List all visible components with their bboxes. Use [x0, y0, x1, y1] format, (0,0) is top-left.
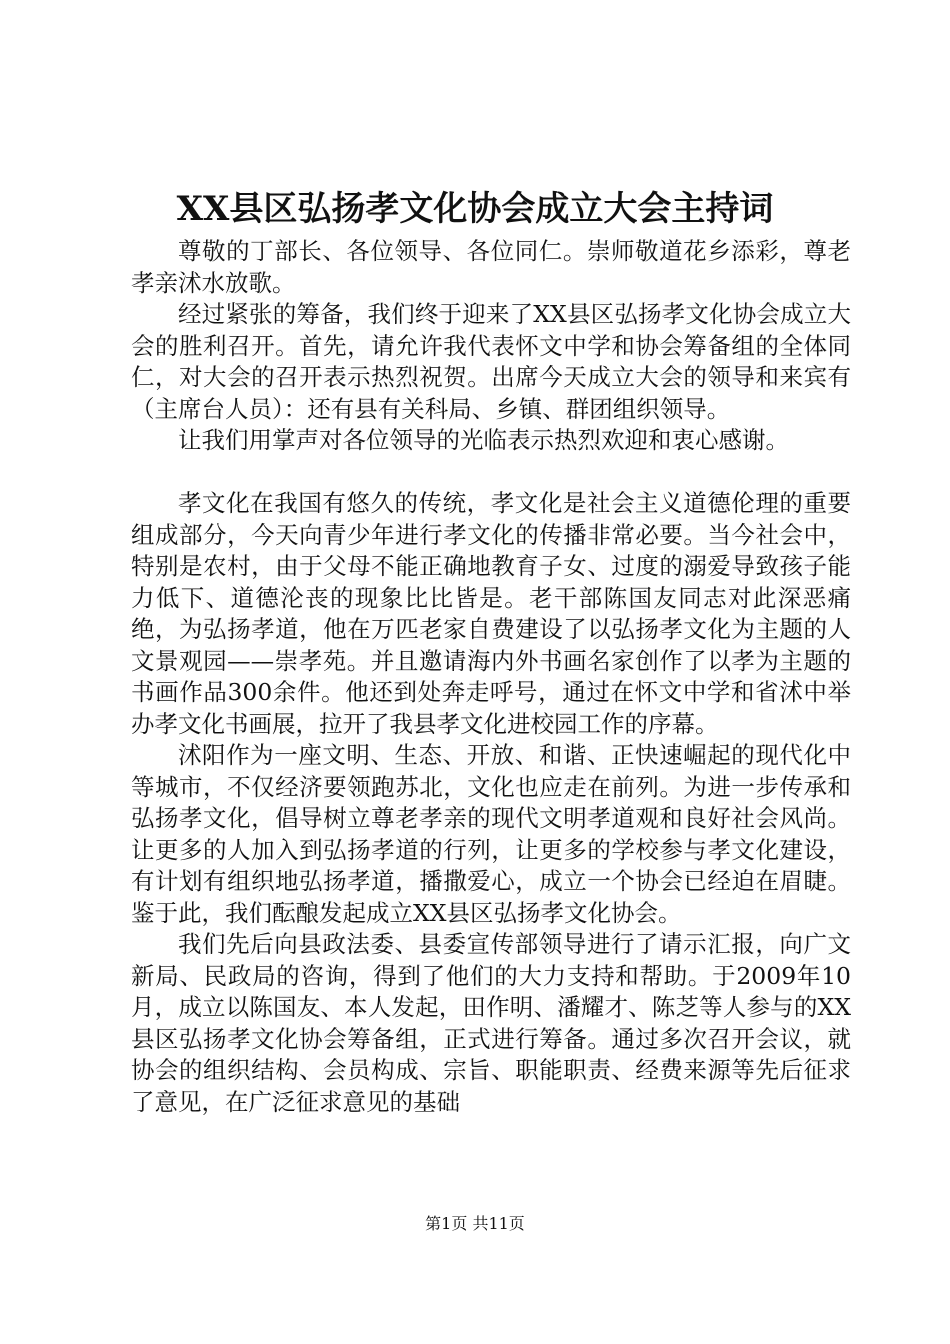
- paragraph-spacer: [131, 457, 851, 489]
- page-number-footer: 第1页 共11页: [425, 1214, 525, 1233]
- paragraph-opening: 经过紧张的筹备，我们终于迎来了XX县区弘扬孝文化协会成立大会的胜利召开。首先，请允许我代表怀文中学和协会筹备组的全体同仁，对大会的召开表示热烈祝贺。出席今天成立大会的领导和来宾有（主席台人员）：还有县有关科局、乡镇、群团组织领导。: [131, 300, 851, 423]
- paragraph-preparation: 我们先后向县政法委、县委宣传部领导进行了请示汇报，向广文新局、民政局的咨询，得到了他们的大力支持和帮助。于2009年10月，成立以陈国友、本人发起，田作明、潘耀才、陈芝等人参与的XX县区弘扬孝文化协会筹备组，正式进行筹备。通过多次召开会议，就协会的组织结构、会员构成、宗旨、职能职责、经费来源等先后征求了意见，在广泛征求意见的基础: [131, 930, 851, 1116]
- paragraph-filial-culture: 孝文化在我国有悠久的传统，孝文化是社会主义道德伦理的重要组成部分，今天向青少年进行孝文化的传播非常必要。当今社会中，特别是农村，由于父母不能正确地教育子女、过度的溺爱导致孩子能力低下、道德沦丧的现象比比皆是。老干部陈国友同志对此深恶痛绝，为弘扬孝道，他在万匹老家自费建设了以弘扬孝文化为主题的人文景观园——崇孝苑。并且邀请海内外书画名家创作了以孝为主题的书画作品300余件。他还到处奔走呼号，通过在怀文中学和省沭中举办孝文化书画展，拉开了我县孝文化进校园工作的序幕。: [131, 489, 851, 738]
- paragraph-greeting: 尊敬的丁部长、各位领导、各位同仁。崇师敬道花乡添彩，尊老孝亲沭水放歌。: [131, 237, 851, 297]
- document-body: [131, 236, 851, 1118]
- document-title: XX县区弘扬孝文化协会成立大会主持词: [176, 189, 774, 229]
- paragraph-welcome: 让我们用掌声对各位领导的光临表示热烈欢迎和衷心感谢。: [178, 426, 789, 454]
- paragraph-shuyang: 沭阳作为一座文明、生态、开放、和谐、正快速崛起的现代化中等城市，不仅经济要领跑苏北，文化也应走在前列。为进一步传承和弘扬孝文化，倡导树立尊老孝亲的现代文明孝道观和良好社会风尚。让更多的人加入到弘扬孝道的行列，让更多的学校参与孝文化建设，有计划有组织地弘扬孝道，播撒爱心，成立一个协会已经迫在眉睫。鉴于此，我们酝酿发起成立XX县区弘扬孝文化协会。: [131, 741, 851, 927]
